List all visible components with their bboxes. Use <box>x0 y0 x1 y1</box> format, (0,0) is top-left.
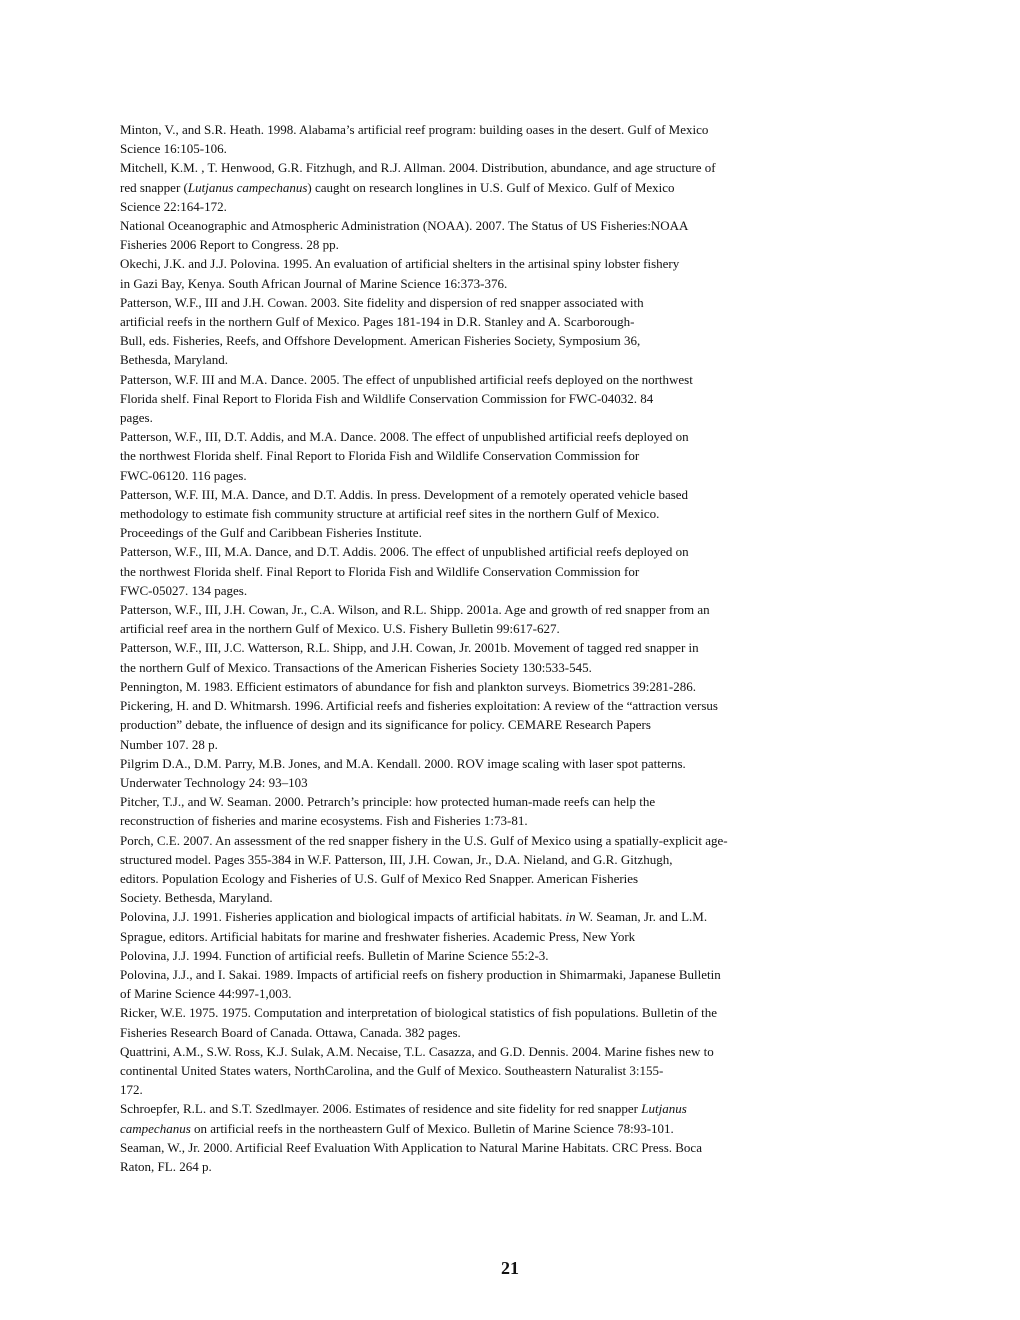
reference-line <box>120 600 910 619</box>
reference-line <box>120 446 910 465</box>
reference-line <box>120 466 910 485</box>
reference-entry <box>120 792 910 830</box>
reference-text: Patterson, W.F., III, D.T. Addis, and M.A. Dance. 2008. The effect of unpublished artificial reefs deployed on <box>120 429 689 445</box>
reference-text: Patterson, W.F., III and J.H. Cowan. 2003. Site fidelity and dispersion of red snapper associated with <box>120 294 644 310</box>
reference-entry <box>120 485 910 543</box>
reference-text: Minton, V., and S.R. Heath. 1998. Alabama’s artificial reef program: building oases in the desert. Gulf of Mexico <box>120 122 709 137</box>
reference-line <box>120 1061 910 1080</box>
reference-line <box>120 1042 910 1061</box>
reference-text: Society. Bethesda, Maryland. <box>120 890 273 906</box>
reference-text: Proceedings of the Gulf and Caribbean Fisheries Institute. <box>120 525 422 541</box>
reference-text: Bethesda, Maryland. <box>120 352 228 368</box>
reference-line <box>120 523 910 542</box>
reference-line <box>120 1003 910 1022</box>
reference-text: Fisheries 2006 Report to Congress. 28 pp. <box>120 237 339 253</box>
reference-line <box>120 504 910 523</box>
reference-line <box>120 158 910 177</box>
reference-line <box>120 658 910 677</box>
reference-line <box>120 485 910 504</box>
reference-entry <box>120 427 910 485</box>
reference-line <box>120 754 910 773</box>
reference-text: Patterson, W.F., III, J.H. Cowan, Jr., C.A. Wilson, and R.L. Shipp. 2001a. Age and growth of red snapper from an <box>120 602 710 618</box>
reference-text: reconstruction of fisheries and marine ecosystems. Fish and Fisheries 1:73-81. <box>120 813 528 829</box>
reference-list <box>120 120 910 1176</box>
reference-entry <box>120 1138 910 1176</box>
reference-text: Patterson, W.F. III and M.A. Dance. 2005. The effect of unpublished artificial reefs deployed on the northwest <box>120 371 693 387</box>
reference-text: Science 16:105-106. <box>120 141 227 157</box>
reference-line <box>120 715 910 734</box>
reference-text: methodology to estimate fish community structure at artificial reef sites in the northern Gulf of Mexico. <box>120 506 660 522</box>
reference-text: Schroepfer, R.L. and S.T. Szedlmayer. 2006. Estimates of residence and site fidelity for red snapper <box>120 1101 642 1117</box>
reference-line <box>120 792 910 811</box>
reference-line <box>120 677 910 696</box>
reference-text: Science 22:164-172. <box>120 198 227 214</box>
reference-text: Pitcher, T.J., and W. Seaman. 2000. Petrarch’s principle: how protected human-made reefs can help the <box>120 794 656 810</box>
page-number: 21 <box>501 1258 519 1278</box>
reference-line <box>120 1157 910 1176</box>
reference-text: Number 107. 28 p. <box>120 736 218 752</box>
reference-entry <box>120 831 910 908</box>
reference-text: structured model. Pages 355-384 in W.F. Patterson, III, J.H. Cowan, Jr., D.A. Nieland, and G.R. Gitzhugh, <box>120 851 673 867</box>
reference-text: Raton, FL. 264 p. <box>120 1158 212 1174</box>
reference-entry <box>120 1042 910 1100</box>
reference-entry <box>120 965 910 1003</box>
reference-line <box>120 927 910 946</box>
reference-entry <box>120 254 910 292</box>
reference-line <box>120 696 910 715</box>
reference-line <box>120 120 910 139</box>
reference-text: in Gazi Bay, Kenya. South African Journal of Marine Science 16:373-376. <box>120 275 508 291</box>
reference-line <box>120 1119 910 1138</box>
reference-entry <box>120 754 910 792</box>
italic-text: campechanus <box>120 1120 191 1136</box>
reference-text: Fisheries Research Board of Canada. Ottawa, Canada. 382 pages. <box>120 1024 461 1040</box>
reference-line <box>120 888 910 907</box>
reference-text: of Marine Science 44:997-1,003. <box>120 986 292 1002</box>
reference-text: Polovina, J.J. 1991. Fisheries application and biological impacts of artificial habitats. <box>120 909 566 925</box>
reference-entry <box>120 907 910 945</box>
reference-text: FWC-05027. 134 pages. <box>120 582 248 598</box>
reference-entry <box>120 120 910 158</box>
reference-line <box>120 197 910 216</box>
reference-line <box>120 274 910 293</box>
reference-line <box>120 293 910 312</box>
reference-text: the northern Gulf of Mexico. Transactions of the American Fisheries Society 130:533-545. <box>120 659 592 675</box>
reference-line <box>120 965 910 984</box>
reference-text: Mitchell, K.M. , T. Henwood, G.R. Fitzhugh, and R.J. Allman. 2004. Distribution, abundance, and age structure of <box>120 160 716 176</box>
reference-text: the northwest Florida shelf. Final Report to Florida Fish and Wildlife Conservation Commission for <box>120 448 640 464</box>
reference-text: the northwest Florida shelf. Final Report to Florida Fish and Wildlife Conservation Commission for <box>120 563 640 579</box>
reference-entry <box>120 1099 910 1137</box>
reference-text: artificial reefs in the northern Gulf of Mexico. Pages 181-194 in D.R. Stanley and A. Scarborough- <box>120 314 635 330</box>
reference-entry <box>120 677 910 696</box>
reference-line <box>120 1080 910 1099</box>
reference-line <box>120 773 910 792</box>
reference-line <box>120 139 910 158</box>
reference-line <box>120 811 910 830</box>
reference-entry <box>120 370 910 428</box>
reference-text: W. Seaman, Jr. and L.M. <box>575 909 708 925</box>
reference-entry <box>120 216 910 254</box>
reference-text: ) caught on research longlines in U.S. Gulf of Mexico. Gulf of Mexico <box>307 179 675 195</box>
reference-text: Patterson, W.F., III, M.A. Dance, and D.T. Addis. 2006. The effect of unpublished artificial reefs deployed on <box>120 544 689 560</box>
reference-line <box>120 735 910 754</box>
reference-line <box>120 178 910 197</box>
reference-entry <box>120 542 910 600</box>
reference-text: Polovina, J.J. 1994. Function of artificial reefs. Bulletin of Marine Science 55:2-3. <box>120 947 549 963</box>
reference-text: continental United States waters, NorthCarolina, and the Gulf of Mexico. Southeastern Naturalist 3:155- <box>120 1062 664 1078</box>
reference-text: Pickering, H. and D. Whitmarsh. 1996. Artificial reefs and fisheries exploitation: A review of the “attraction versus <box>120 698 718 714</box>
reference-line <box>120 235 910 254</box>
reference-line <box>120 831 910 850</box>
reference-text: Pennington, M. 1983. Efficient estimators of abundance for fish and plankton surveys. Biometrics 39:281-286. <box>120 678 696 694</box>
reference-text: Pilgrim D.A., D.M. Parry, M.B. Jones, and M.A. Kendall. 2000. ROV image scaling with laser spot patterns. <box>120 755 686 771</box>
reference-line <box>120 562 910 581</box>
reference-line <box>120 619 910 638</box>
italic-text: in <box>565 909 576 925</box>
reference-text: Okechi, J.K. and J.J. Polovina. 1995. An evaluation of artificial shelters in the artisinal spiny lobster fishery <box>120 256 680 272</box>
reference-text: National Oceanographic and Atmospheric Administration (NOAA). 2007. The Status of US Fisheries:NOAA <box>120 218 689 234</box>
reference-line <box>120 542 910 561</box>
reference-line <box>120 1099 910 1118</box>
reference-text: Patterson, W.F. III, M.A. Dance, and D.T. Addis. In press. Development of a remotely operated vehicle based <box>120 486 689 502</box>
reference-line <box>120 1138 910 1157</box>
reference-text: red snapper ( <box>120 179 188 195</box>
reference-text: Porch, C.E. 2007. An assessment of the red snapper fishery in the U.S. Gulf of Mexico using a spatially-explicit age- <box>120 832 728 848</box>
reference-line <box>120 350 910 369</box>
reference-line <box>120 254 910 273</box>
reference-text: Quattrini, A.M., S.W. Ross, K.J. Sulak, A.M. Necaise, T.L. Casazza, and G.D. Dennis. 2004. Marine fishes new to <box>120 1043 714 1059</box>
reference-entry <box>120 293 910 370</box>
italic-text: Lutjanus <box>641 1101 687 1117</box>
reference-line <box>120 331 910 350</box>
reference-line <box>120 427 910 446</box>
reference-line <box>120 907 910 926</box>
reference-line <box>120 984 910 1003</box>
reference-text: on artificial reefs in the northeastern Gulf of Mexico. Bulletin of Marine Science 78:93-101. <box>190 1120 674 1136</box>
reference-entry <box>120 1003 910 1041</box>
reference-line <box>120 869 910 888</box>
reference-text: Ricker, W.E. 1975. 1975. Computation and interpretation of biological statistics of fish populations. Bulletin of the <box>120 1005 718 1021</box>
reference-line <box>120 638 910 657</box>
reference-text: Seaman, W., Jr. 2000. Artificial Reef Evaluation With Application to Natural Marine Habitats. CRC Press. Boca <box>120 1139 702 1155</box>
reference-line <box>120 312 910 331</box>
reference-line <box>120 389 910 408</box>
reference-text: 172. <box>120 1082 143 1098</box>
reference-text: editors. Population Ecology and Fisheries of U.S. Gulf of Mexico Red Snapper. American Fisheries <box>120 870 639 886</box>
reference-line <box>120 370 910 389</box>
reference-line <box>120 1023 910 1042</box>
reference-text: Bull, eds. Fisheries, Reefs, and Offshore Development. American Fisheries Society, Symposium 36, <box>120 333 641 349</box>
reference-text: Sprague, editors. Artificial habitats for marine and freshwater fisheries. Academic Press, New York <box>120 928 636 944</box>
reference-line <box>120 850 910 869</box>
reference-text: Florida shelf. Final Report to Florida Fish and Wildlife Conservation Commission for FWC-04032. 84 <box>120 390 654 406</box>
reference-line <box>120 408 910 427</box>
reference-text: FWC-06120. 116 pages. <box>120 467 247 483</box>
reference-line <box>120 581 910 600</box>
reference-entry <box>120 946 910 965</box>
reference-line <box>120 216 910 235</box>
reference-entry <box>120 158 910 216</box>
reference-text: Underwater Technology 24: 93–103 <box>120 774 308 790</box>
reference-entry <box>120 600 910 638</box>
italic-text: Lutjanus campechanus <box>187 179 308 195</box>
reference-text: Patterson, W.F., III, J.C. Watterson, R.L. Shipp, and J.H. Cowan, Jr. 2001b. Movement of tagged red snapper in <box>120 640 699 656</box>
reference-line <box>120 946 910 965</box>
reference-entry <box>120 638 910 676</box>
reference-text: Polovina, J.J., and I. Sakai. 1989. Impacts of artificial reefs on fishery production in Shimarmaki, Japanese Bulletin <box>120 966 721 982</box>
reference-text: artificial reef area in the northern Gulf of Mexico. U.S. Fishery Bulletin 99:617-627. <box>120 621 560 637</box>
reference-entry <box>120 696 910 754</box>
reference-text: production” debate, the influence of design and its significance for policy. CEMARE Research Papers <box>120 717 651 733</box>
reference-text: pages. <box>120 410 153 426</box>
